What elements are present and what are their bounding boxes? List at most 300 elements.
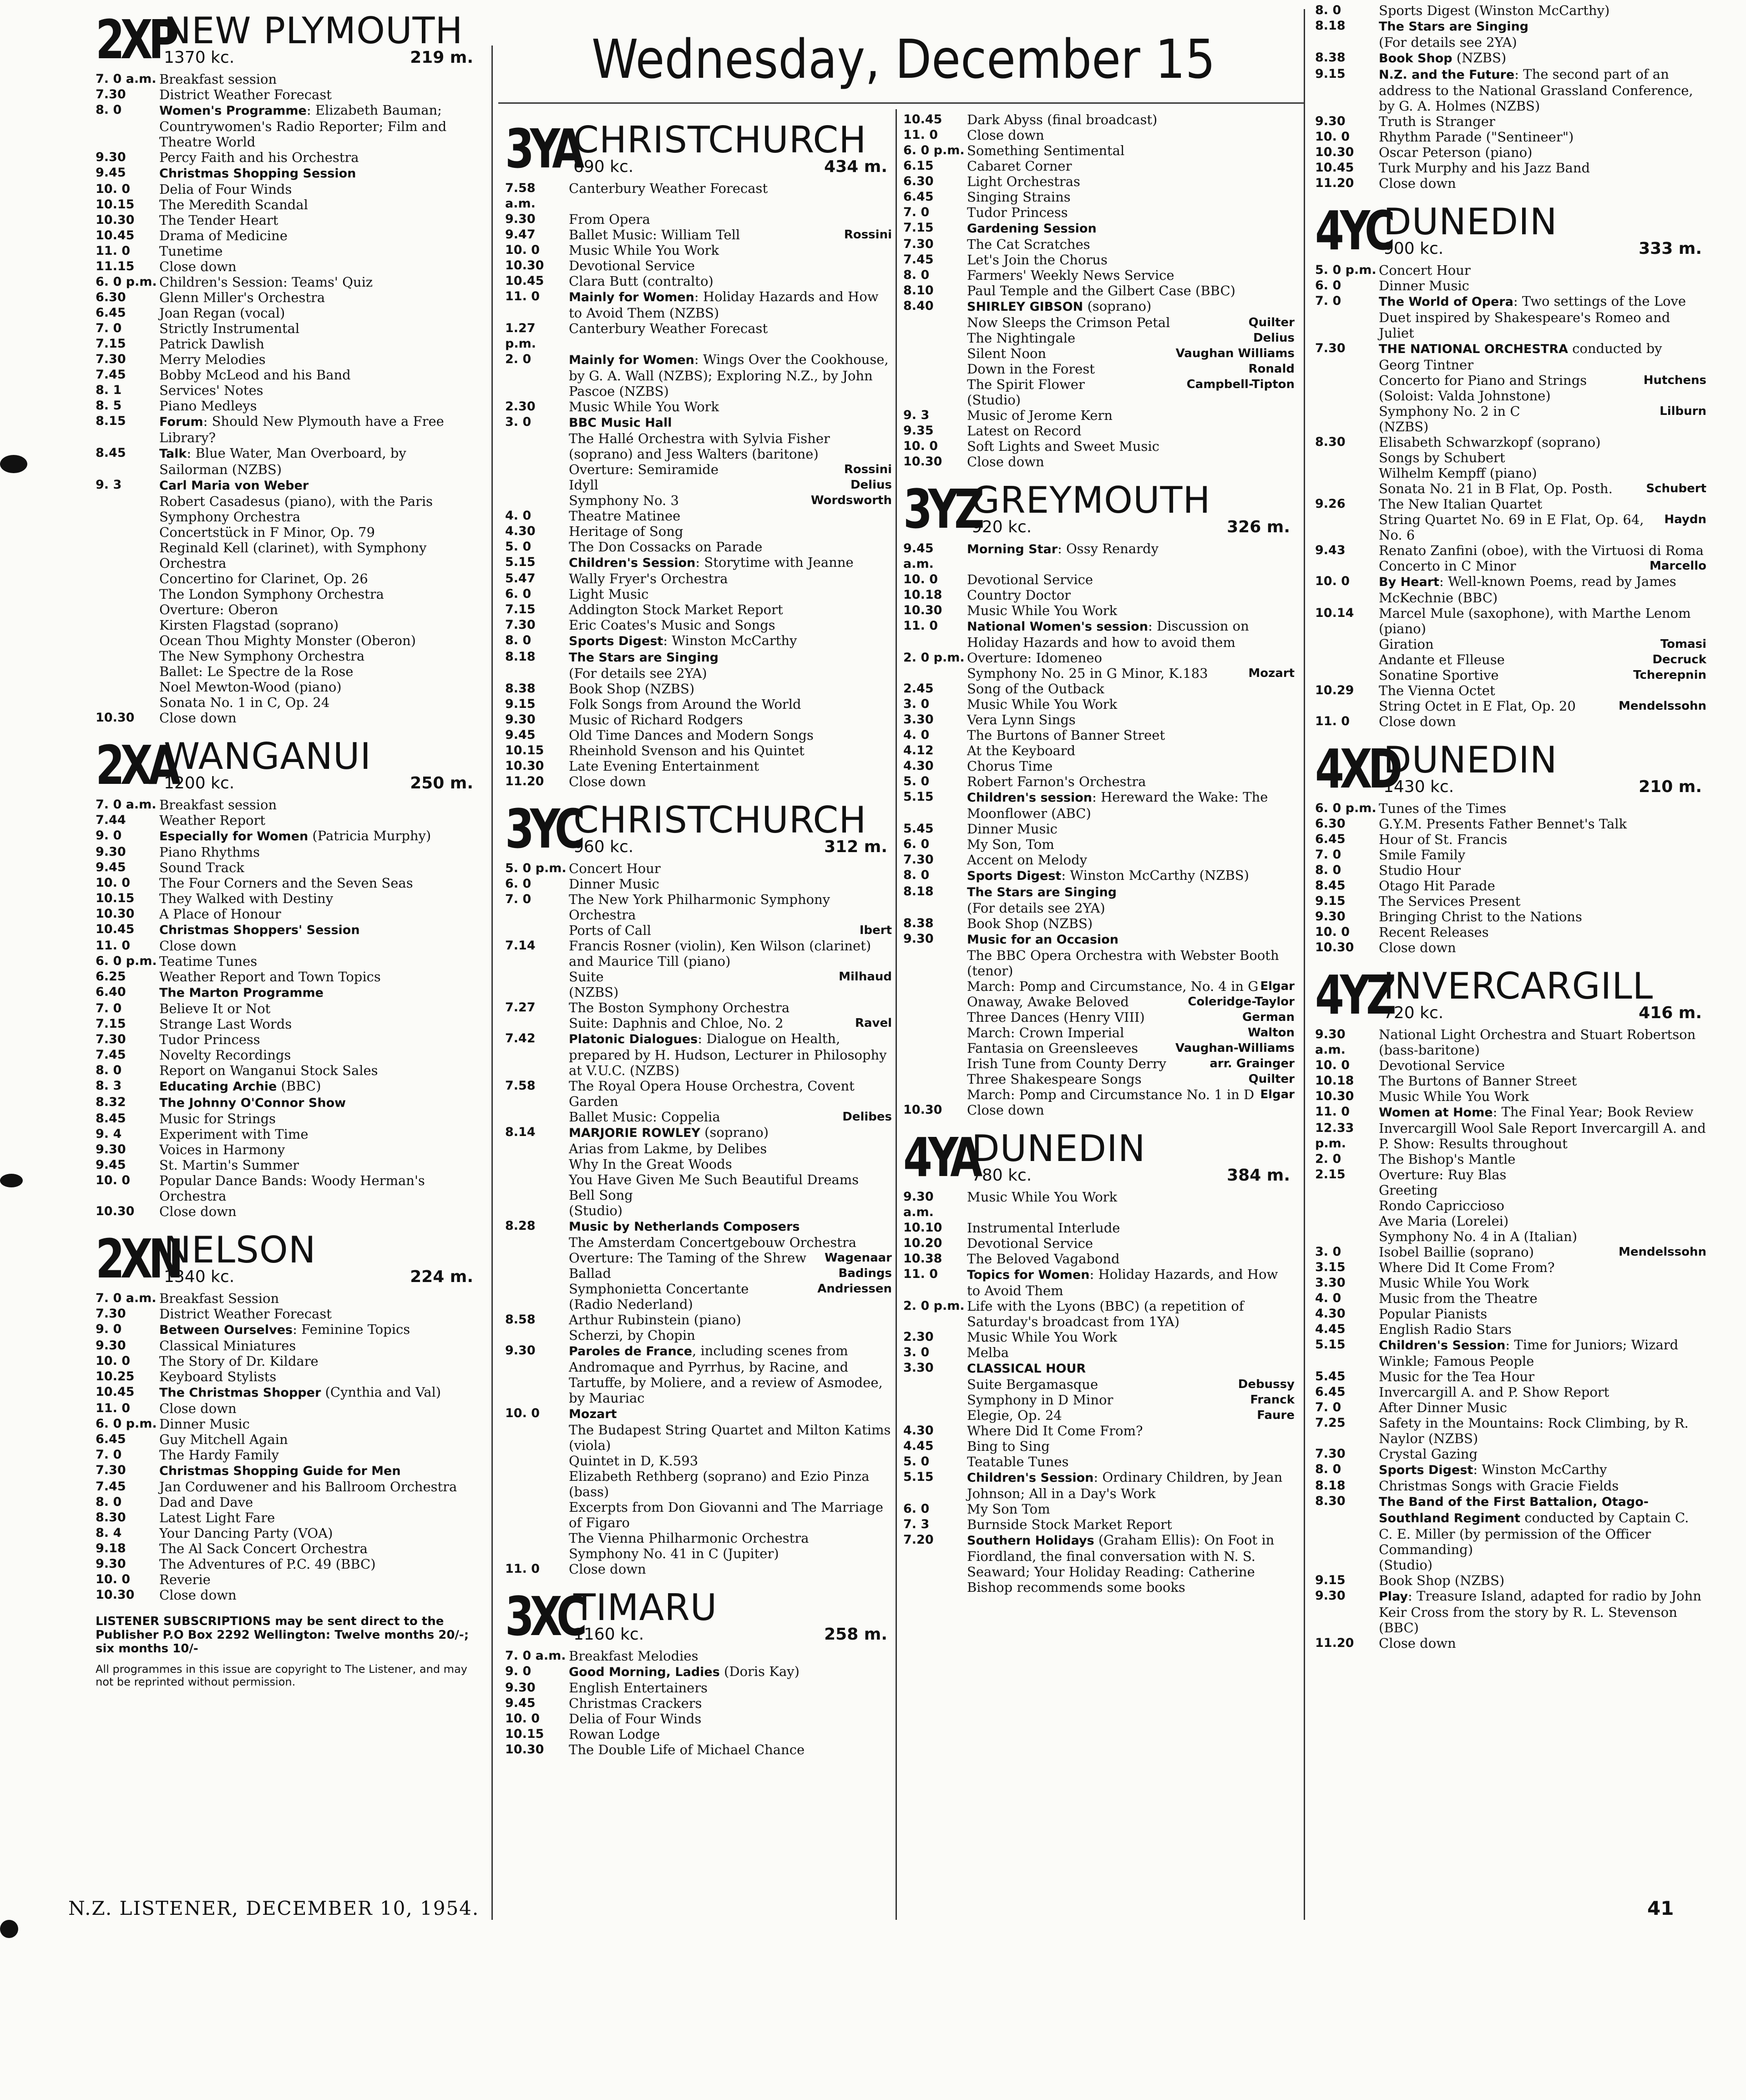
column-1	[96, 0, 478, 1688]
programme-time: 8.30	[1315, 435, 1346, 449]
programme-description	[569, 524, 892, 539]
programme-description	[159, 922, 478, 938]
programme-text: Close down	[967, 1102, 1044, 1118]
programme-item	[1315, 293, 1706, 341]
programme-item	[903, 268, 1295, 283]
programme-text: The Burtons of Banner Street	[1379, 1073, 1577, 1089]
programme-description	[1379, 160, 1706, 176]
programme-text: The Don Cossacks on Parade	[569, 539, 763, 555]
programme-description	[159, 1126, 478, 1142]
station-header	[505, 799, 892, 861]
programme-description	[159, 336, 478, 352]
programme-time: 10.45	[96, 228, 135, 242]
programme-text: : Storytime with Jeanne	[695, 555, 854, 570]
detail-text: March: Pomp and Circumstance No. 1 in D	[967, 1087, 1255, 1102]
programme-description	[159, 1384, 478, 1401]
programme-detail	[505, 477, 892, 493]
composer: Badings	[838, 1267, 892, 1280]
programme-description	[1379, 1322, 1706, 1337]
programme-text: Tudor Princess	[159, 1032, 260, 1047]
programme-time: 6. 0 p.m.	[96, 275, 157, 289]
programme-text: Vera Lynn Sings	[967, 712, 1076, 727]
programme-item	[505, 399, 892, 414]
programme-item	[96, 1126, 478, 1142]
detail-text: Concerto in C Minor	[1379, 558, 1516, 574]
programme-text: Services' Notes	[159, 383, 263, 398]
programme-detail	[96, 633, 478, 648]
programme-detail	[1315, 512, 1706, 543]
programme-description	[569, 1648, 892, 1664]
programme-item	[1315, 341, 1706, 373]
station-callsign: 4YA	[903, 1126, 979, 1189]
composer: Vaughan Williams	[1175, 347, 1295, 360]
programme-time: 10. 0	[1315, 925, 1350, 939]
programme-time: 9. 4	[96, 1127, 122, 1141]
programme-item	[96, 228, 478, 243]
programme-item	[903, 439, 1295, 454]
programme-time: 10. 0	[96, 876, 131, 890]
programme-item	[903, 1329, 1295, 1345]
programme-description	[967, 743, 1295, 758]
programme-detail	[1315, 388, 1706, 404]
programme-time: 10.30	[96, 1588, 135, 1602]
programme-text: Late Evening Entertainment	[569, 758, 759, 774]
programme-description	[569, 289, 892, 321]
programme-description	[569, 1696, 892, 1711]
programme-description	[569, 1406, 892, 1422]
programme-time: 9.15	[1315, 67, 1346, 81]
programme-item	[1315, 1121, 1706, 1151]
column-rule-1	[491, 45, 493, 1920]
programme-text: Addington Stock Market Report	[569, 602, 783, 617]
programme-detail	[505, 969, 892, 984]
programme-time: 8.18	[903, 884, 934, 899]
programme-item	[903, 283, 1295, 298]
programme-description	[159, 1525, 478, 1541]
programme-description	[967, 1532, 1295, 1595]
programme-item	[505, 1125, 892, 1141]
programme-time: 9.26	[1315, 497, 1346, 511]
programme-item	[96, 383, 478, 398]
programme-description	[569, 774, 892, 789]
programme-time: 8. 0	[96, 103, 122, 117]
programme-text: (BBC)	[277, 1078, 321, 1094]
detail-text: Concertstück in F Minor, Op. 79	[159, 525, 375, 540]
programme-time: 10.15	[96, 891, 135, 905]
programme-time: 2. 0 p.m.	[903, 1299, 965, 1313]
programme-description	[159, 1306, 478, 1322]
programme-description	[967, 454, 1295, 469]
programme-text: Turk Murphy and his Jazz Band	[1379, 160, 1590, 176]
programme-highlight: Mainly for Women	[569, 290, 694, 304]
detail-text: March: Crown Imperial	[967, 1025, 1124, 1040]
programme-time: 4. 0	[505, 509, 531, 523]
programme-time: 8.14	[505, 1125, 536, 1139]
programme-text: : Winston McCarthy	[1473, 1462, 1607, 1477]
programme-detail	[505, 1328, 892, 1343]
detail-text: Songs by Schubert	[1379, 450, 1505, 465]
programme-time: 4.30	[903, 759, 934, 773]
detail-text: String Quartet No. 69 in E Flat, Op. 64, No. 6	[1379, 512, 1644, 543]
programme-item	[505, 1648, 892, 1664]
programme-time: 9.47	[505, 227, 536, 242]
programme-text: Music While You Work	[967, 1329, 1118, 1345]
programme-text: Recent Releases	[1379, 924, 1489, 940]
programme-text: Life with the Lyons (BBC) (a repetition of Saturday's broadcast from 1YA)	[967, 1298, 1244, 1329]
programme-description	[1379, 1291, 1706, 1306]
programme-detail	[505, 1281, 892, 1297]
programme-description	[967, 283, 1295, 298]
programme-item	[1315, 606, 1706, 636]
programme-description	[569, 712, 892, 727]
programme-item	[903, 681, 1295, 697]
programme-time: 3. 0	[1315, 1245, 1341, 1259]
programme-item	[1315, 816, 1706, 832]
programme-description	[967, 1439, 1295, 1454]
programme-description	[967, 681, 1295, 697]
programme-item	[505, 227, 892, 242]
programme-time: 8. 0	[1315, 3, 1341, 17]
programme-description	[967, 587, 1295, 603]
programme-time: 7.15	[505, 602, 536, 616]
programme-description	[1379, 816, 1706, 832]
programme-text: Eric Coates's Music and Songs	[569, 617, 775, 633]
station-callsign: 4YC	[1315, 199, 1391, 262]
programme-item	[505, 649, 892, 666]
programme-item	[96, 336, 478, 352]
composer: Rossini	[844, 228, 892, 242]
programme-text: Otago Hit Parade	[1379, 878, 1495, 894]
programme-detail	[505, 1250, 892, 1266]
programme-time: 9.30	[1315, 114, 1346, 128]
programme-time: 8. 0	[96, 1063, 122, 1077]
programme-item	[903, 727, 1295, 743]
programme-item	[96, 1353, 478, 1369]
programme-item	[96, 1401, 478, 1416]
programme-description	[967, 618, 1295, 650]
programme-description	[1379, 1073, 1706, 1089]
programme-time: 9. 0	[96, 828, 122, 843]
programme-detail	[505, 1469, 892, 1499]
programme-description	[1379, 18, 1706, 35]
programme-time: 5. 0 p.m.	[1315, 263, 1377, 277]
programme-text: Music of Richard Rodgers	[569, 712, 743, 727]
programme-text: : Treasure Island, adapted for radio by John Keir Cross from the story by R. L. Stevenson (BBC)	[1379, 1588, 1701, 1636]
programme-text: Close down	[1379, 940, 1456, 955]
programme-description	[967, 916, 1295, 931]
programme-detail	[1315, 465, 1706, 481]
programme-text: : Feminine Topics	[293, 1322, 410, 1337]
programme-item	[505, 1031, 892, 1078]
programme-time: 3. 0	[505, 415, 531, 429]
programme-item	[96, 860, 478, 875]
programme-text: The Meredith Scandal	[159, 197, 308, 212]
programme-time: 10.20	[903, 1236, 942, 1250]
programme-description	[159, 165, 478, 182]
station-header	[505, 119, 892, 181]
programme-item	[1315, 832, 1706, 847]
programme-time: 8. 0	[1315, 1462, 1341, 1476]
programme-text: Delia of Four Winds	[569, 1711, 702, 1726]
programme-detail	[1315, 1213, 1706, 1229]
programme-item	[903, 1267, 1295, 1298]
programme-description	[159, 1572, 478, 1587]
programme-highlight: The Christmas Shopper	[159, 1386, 321, 1400]
programme-item	[1315, 1275, 1706, 1291]
programme-time: 6.40	[96, 985, 126, 999]
composer: Delibes	[842, 1110, 892, 1124]
station-name: DUNEDIN	[1383, 201, 1558, 243]
programme-item	[1315, 129, 1706, 145]
programme-description	[967, 220, 1295, 237]
detail-text: Suite Bergamasque	[967, 1377, 1098, 1392]
programme-item	[1315, 114, 1706, 129]
programme-text: : Dialogue on Health, prepared by H. Hudson, Lecturer in Philosophy at V.U.C. (NZBS)	[569, 1031, 887, 1078]
station-2xa	[96, 736, 478, 1219]
composer: Delius	[850, 478, 892, 492]
column-3	[903, 109, 1295, 1595]
programme-description	[569, 633, 892, 649]
programme-detail	[903, 1071, 1295, 1087]
programme-text: Keyboard Stylists	[159, 1369, 277, 1384]
programme-item	[505, 1742, 892, 1757]
programme-time: 6.25	[96, 969, 126, 984]
programme-item	[1315, 909, 1706, 924]
detail-text: (Studio)	[1379, 1557, 1433, 1573]
programme-time: 9.30	[96, 1338, 126, 1353]
programme-item	[505, 352, 892, 399]
programme-item	[96, 1447, 478, 1463]
programme-text: (Patricia Murphy)	[308, 828, 431, 843]
programme-text: Concert Hour	[569, 861, 661, 876]
station-header	[1315, 739, 1706, 801]
station-callsign: 2XP	[96, 8, 175, 71]
programme-detail	[1315, 419, 1706, 434]
composer: Decruck	[1652, 653, 1706, 666]
programme-description	[1379, 543, 1706, 558]
programme-text: Weather Report	[159, 813, 266, 828]
programme-description	[569, 571, 892, 586]
programme-item	[1315, 278, 1706, 293]
programme-item	[505, 571, 892, 586]
programme-item	[1315, 3, 1706, 18]
programme-detail	[505, 1235, 892, 1250]
station-name: CHRISTCHURCH	[573, 119, 867, 161]
detail-text: March: Pomp and Circumstance, No. 4 in G	[967, 979, 1259, 994]
programme-item	[96, 969, 478, 984]
programme-highlight: Morning Star	[967, 542, 1058, 556]
programme-text: Piano Medleys	[159, 398, 257, 414]
station-name: WANGANUI	[164, 735, 372, 777]
programme-description	[967, 1423, 1295, 1439]
programme-time: 8.38	[1315, 50, 1346, 65]
programme-description	[159, 1291, 478, 1306]
programme-item	[96, 414, 478, 445]
programme-item	[903, 1423, 1295, 1439]
programme-time: 9.45	[96, 860, 126, 874]
programme-item	[1315, 801, 1706, 816]
programme-item	[505, 1711, 892, 1726]
programme-text: Country Doctor	[967, 587, 1071, 603]
programme-item	[903, 1220, 1295, 1236]
programme-description	[967, 837, 1295, 852]
detail-text: The Amsterdam Concertgebouw Orchestra	[569, 1235, 857, 1250]
programme-description	[1379, 50, 1706, 66]
programme-detail	[903, 1056, 1295, 1071]
programme-time: 2.30	[505, 399, 536, 414]
programme-description	[1379, 66, 1706, 114]
programme-detail	[96, 664, 478, 679]
programme-description	[159, 414, 478, 445]
detail-text: The Vienna Philharmonic Orchestra	[569, 1530, 809, 1546]
programme-item	[96, 321, 478, 336]
programme-text: Music While You Work	[967, 697, 1118, 712]
programme-text: Devotional Service	[967, 1236, 1093, 1251]
programme-description	[159, 1095, 478, 1111]
programme-item	[505, 697, 892, 712]
programme-time: 10.30	[96, 213, 135, 227]
programme-description	[159, 1063, 478, 1078]
programme-description	[1379, 1384, 1706, 1400]
programme-item	[903, 1102, 1295, 1118]
programme-description	[159, 1479, 478, 1494]
programme-item	[1315, 940, 1706, 955]
programme-text: Dinner Music	[159, 1416, 250, 1432]
programme-item	[1315, 1260, 1706, 1275]
programme-text: (NZBS)	[1452, 50, 1507, 66]
programme-text: (soprano)	[1083, 298, 1152, 314]
programme-highlight: Music by Netherlands Composers	[569, 1220, 800, 1234]
programme-time: 5.15	[903, 790, 934, 804]
composer: Andriessen	[817, 1282, 892, 1296]
detail-text: Kirsten Flagstad (soprano)	[159, 617, 339, 633]
programme-highlight: THE NATIONAL ORCHESTRA	[1379, 342, 1568, 356]
programme-time: 6. 0	[1315, 278, 1341, 293]
programme-description	[159, 813, 478, 828]
programme-text: Old Time Dances and Modern Songs	[569, 727, 814, 743]
composer: Ravel	[855, 1016, 892, 1030]
programme-text: Music for Strings	[159, 1111, 276, 1126]
programme-text: : Hereward the Wake: The Moonflower (ABC)	[967, 789, 1268, 821]
programme-item	[505, 258, 892, 273]
programme-text: Devotional Service	[569, 258, 695, 273]
programme-description	[967, 1501, 1295, 1517]
detail-text: Symphony No. 25 in G Minor, K.183	[967, 666, 1208, 681]
programme-description	[1379, 1478, 1706, 1494]
programme-description	[1379, 1275, 1706, 1291]
programme-text: Breakfast session	[159, 71, 277, 87]
programme-description	[967, 174, 1295, 189]
programme-detail	[96, 571, 478, 586]
station-4ya	[903, 1128, 1295, 1595]
programme-item	[1315, 714, 1706, 729]
station-name: NELSON	[164, 1229, 316, 1271]
programme-time: 8. 0	[903, 268, 930, 282]
programme-item	[903, 1517, 1295, 1532]
programme-text: Truth is Stranger	[1379, 114, 1495, 129]
programme-item	[903, 1189, 1295, 1220]
detail-text: Robert Casadesus (piano), with the Paris Symphony Orchestra	[159, 494, 433, 525]
detail-text: Overture: Oberon	[159, 602, 278, 617]
station-header	[96, 10, 478, 71]
programme-highlight: Mainly for Women	[569, 353, 694, 367]
composer: Faure	[1257, 1408, 1295, 1422]
detail-text: Ocean Thou Mighty Monster (Oberon)	[159, 633, 416, 648]
programme-highlight: Children's Session	[1379, 1338, 1506, 1353]
programme-item	[505, 242, 892, 258]
programme-description	[967, 1251, 1295, 1267]
programme-text: Hour of St. Francis	[1379, 832, 1508, 847]
programme-time: 6.45	[903, 190, 934, 204]
composer: Elgar	[1260, 979, 1295, 993]
programme-description	[967, 572, 1295, 587]
programme-item	[96, 875, 478, 891]
programme-description	[1379, 606, 1706, 636]
programme-time: 5.15	[903, 1470, 934, 1484]
detail-text: Concertino for Clarinet, Op. 26	[159, 571, 368, 586]
programme-detail	[1315, 652, 1706, 667]
programme-item	[1315, 1337, 1706, 1369]
programme-time: 10.15	[505, 1727, 544, 1741]
composer: German	[1242, 1010, 1295, 1024]
programme-item	[903, 1360, 1295, 1377]
programme-text: Where Did It Come From?	[1379, 1260, 1555, 1275]
programme-item	[96, 1322, 478, 1338]
programme-time: 3.30	[903, 1361, 934, 1375]
programme-time: 10. 0	[505, 1406, 540, 1420]
programme-description	[1379, 1400, 1706, 1415]
composer: Wagenaar	[825, 1251, 892, 1265]
programme-description	[569, 743, 892, 758]
programme-text: Novelty Recordings	[159, 1047, 291, 1063]
programme-text: Glenn Miller's Orchestra	[159, 290, 325, 305]
detail-text: Wilhelm Kempff (piano)	[1379, 465, 1537, 481]
programme-time: 2. 0	[1315, 1152, 1341, 1166]
programme-item	[505, 508, 892, 524]
programme-time: 10.25	[96, 1369, 135, 1383]
programme-time: 6. 0	[903, 837, 930, 851]
programme-time: 10.45	[903, 112, 942, 126]
programme-description	[967, 1236, 1295, 1251]
programme-text: Percy Faith and his Orchestra	[159, 150, 359, 165]
programme-item	[505, 1406, 892, 1422]
programme-highlight: The Stars are Singing	[967, 885, 1117, 899]
programme-detail	[1315, 1182, 1706, 1198]
programme-description	[967, 439, 1295, 454]
programme-description	[159, 1510, 478, 1525]
programme-description	[1379, 1337, 1706, 1369]
programme-item	[1315, 1322, 1706, 1337]
programme-item	[96, 1416, 478, 1432]
programme-item	[96, 1494, 478, 1510]
programme-highlight: Good Morning, Ladies	[569, 1665, 720, 1679]
programme-description	[967, 789, 1295, 821]
programme-time: 11. 0	[903, 128, 938, 142]
detail-text: Scherzi, by Chopin	[569, 1328, 695, 1343]
detail-text: Sonatine Sportive	[1379, 667, 1499, 683]
programme-description	[159, 182, 478, 197]
station-callsign: 4YZ	[1315, 964, 1392, 1026]
programme-description	[569, 1680, 892, 1696]
station-wavelength: 224 m.	[410, 1267, 473, 1286]
programme-time: 8. 0	[1315, 863, 1341, 877]
programme-text: Music While You Work	[1379, 1275, 1529, 1291]
programme-time: 10.10	[903, 1221, 942, 1235]
programme-item	[1315, 1151, 1706, 1167]
programme-time: 5. 0 p.m.	[505, 861, 567, 875]
composer: Tcherepnin	[1633, 668, 1706, 682]
programme-item	[505, 181, 892, 212]
